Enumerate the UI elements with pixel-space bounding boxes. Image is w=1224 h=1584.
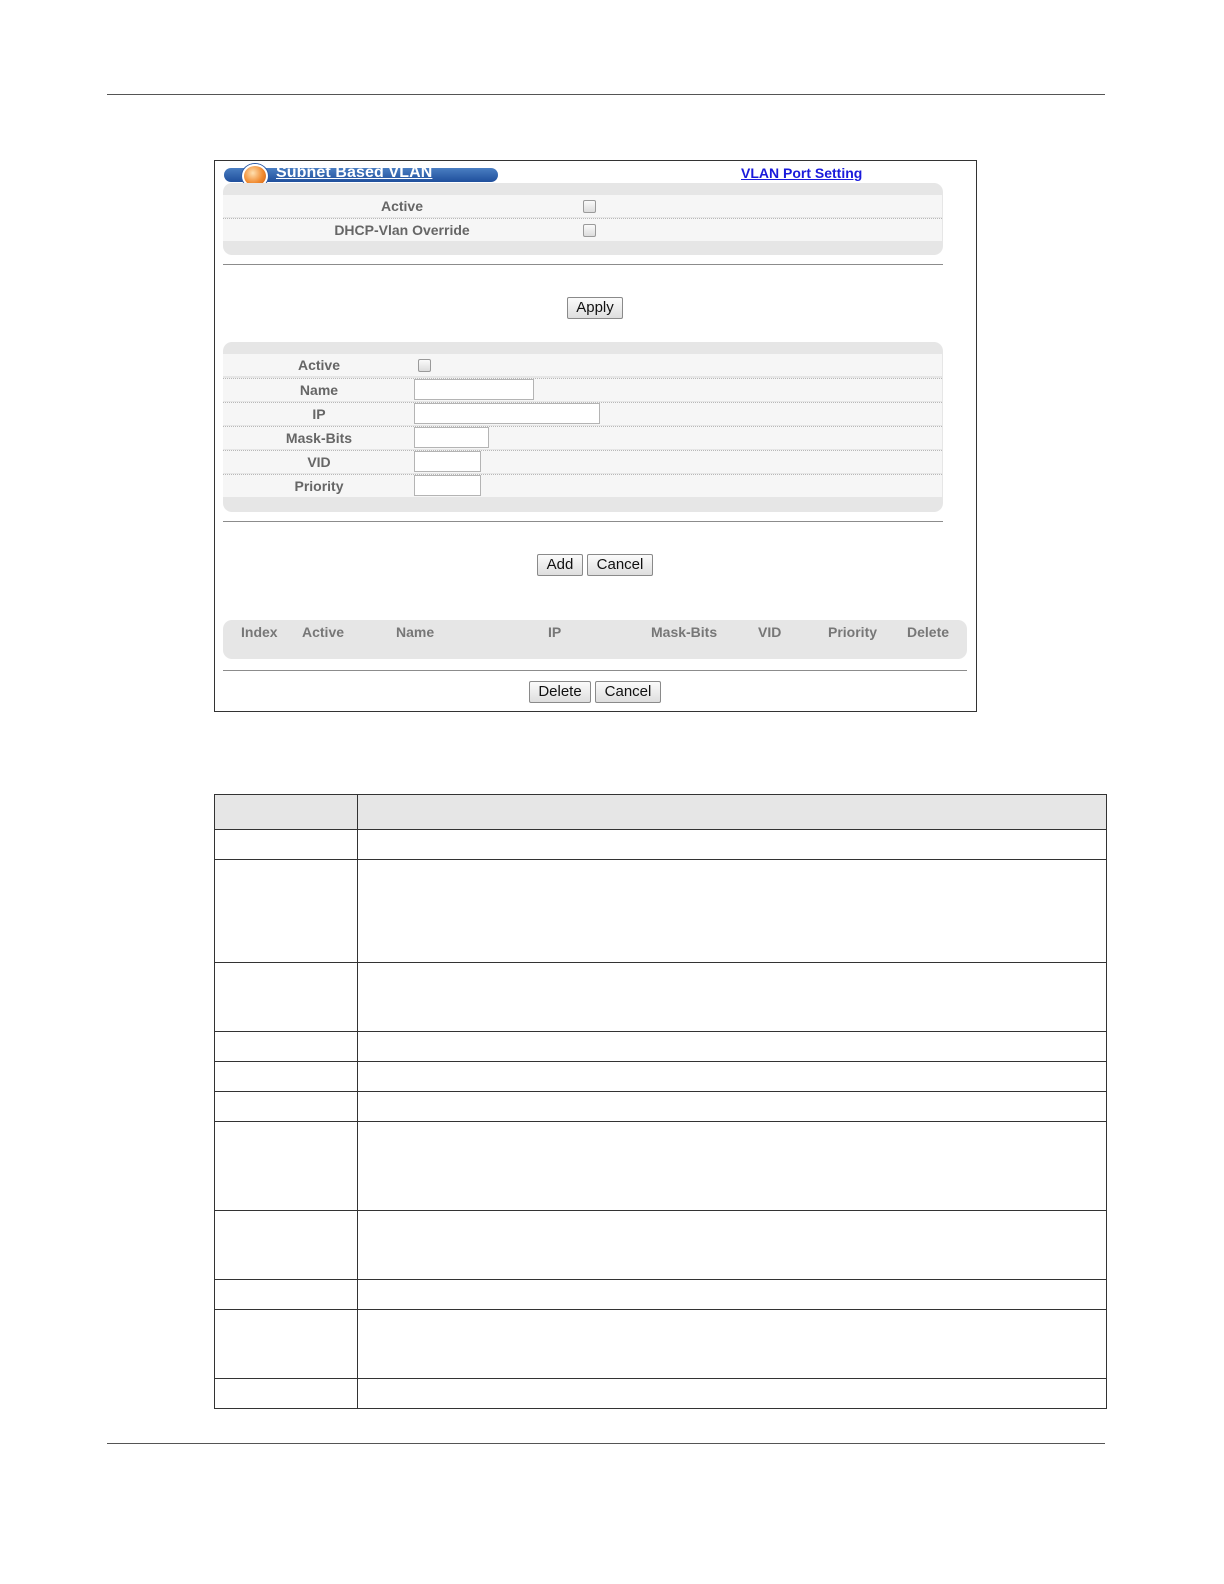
cancel-button[interactable]: Cancel — [587, 554, 653, 576]
name-label: Name — [299, 382, 339, 398]
table-row — [215, 1122, 1107, 1211]
table-row — [215, 1379, 1107, 1409]
description-table — [214, 794, 1107, 1409]
table-header-cell — [215, 795, 358, 830]
column-vid: VID — [758, 624, 782, 640]
dhcp-override-row — [223, 218, 942, 241]
active-checkbox[interactable] — [583, 200, 596, 213]
entry-active-row — [223, 354, 942, 376]
dhcp-override-label: DHCP-Vlan Override — [334, 222, 470, 238]
separator-3 — [223, 670, 967, 671]
ip-label: IP — [312, 406, 326, 422]
name-input[interactable] — [414, 379, 534, 400]
table-header-cell — [358, 795, 1107, 830]
vid-row — [223, 450, 942, 473]
vlan-port-setting-link[interactable]: VLAN Port Setting — [741, 165, 863, 181]
column-name: Name — [396, 624, 435, 640]
column-ip: IP — [548, 624, 562, 640]
dhcp-override-checkbox[interactable] — [583, 224, 596, 237]
vid-input[interactable] — [414, 451, 481, 472]
table-header-row — [215, 795, 1107, 830]
table-row — [215, 1062, 1107, 1092]
table-row — [215, 1092, 1107, 1122]
column-priority: Priority — [828, 624, 878, 640]
apply-button[interactable]: Apply — [567, 297, 623, 319]
table-row — [215, 963, 1107, 1032]
column-mask-bits: Mask-Bits — [651, 624, 718, 640]
page-title: Subnet Based VLAN — [276, 164, 433, 181]
column-index: Index — [241, 624, 278, 640]
entry-active-label: Active — [297, 357, 341, 373]
cancel-list-button[interactable]: Cancel — [595, 681, 661, 703]
active-row — [223, 195, 942, 217]
general-settings-group — [223, 183, 943, 255]
active-label: Active — [380, 198, 424, 214]
footer-rule — [107, 1443, 1105, 1444]
header-rule — [107, 94, 1105, 95]
mask-bits-label: Mask-Bits — [285, 430, 353, 446]
priority-label: Priority — [294, 478, 344, 494]
column-active: Active — [302, 624, 345, 640]
separator-2 — [223, 521, 943, 522]
delete-button[interactable]: Delete — [529, 681, 591, 703]
vid-label: VID — [307, 454, 331, 470]
column-delete: Delete — [907, 624, 950, 640]
mask-bits-row — [223, 426, 942, 449]
ip-input[interactable] — [414, 403, 600, 424]
table-row — [215, 1280, 1107, 1310]
name-row — [223, 378, 942, 401]
entry-active-checkbox[interactable] — [418, 359, 431, 372]
table-row — [215, 1211, 1107, 1280]
subnet-list-header — [223, 620, 967, 659]
separator-1 — [223, 264, 943, 265]
add-button[interactable]: Add — [537, 554, 583, 576]
ip-row — [223, 402, 942, 425]
table-row — [215, 860, 1107, 963]
table-row — [215, 830, 1107, 860]
subnet-vlan-screen — [214, 160, 977, 712]
priority-input[interactable] — [414, 475, 481, 496]
table-row — [215, 1032, 1107, 1062]
mask-bits-input[interactable] — [414, 427, 489, 448]
subnet-entry-group — [223, 342, 943, 512]
table-row — [215, 1310, 1107, 1379]
priority-row — [223, 474, 942, 497]
